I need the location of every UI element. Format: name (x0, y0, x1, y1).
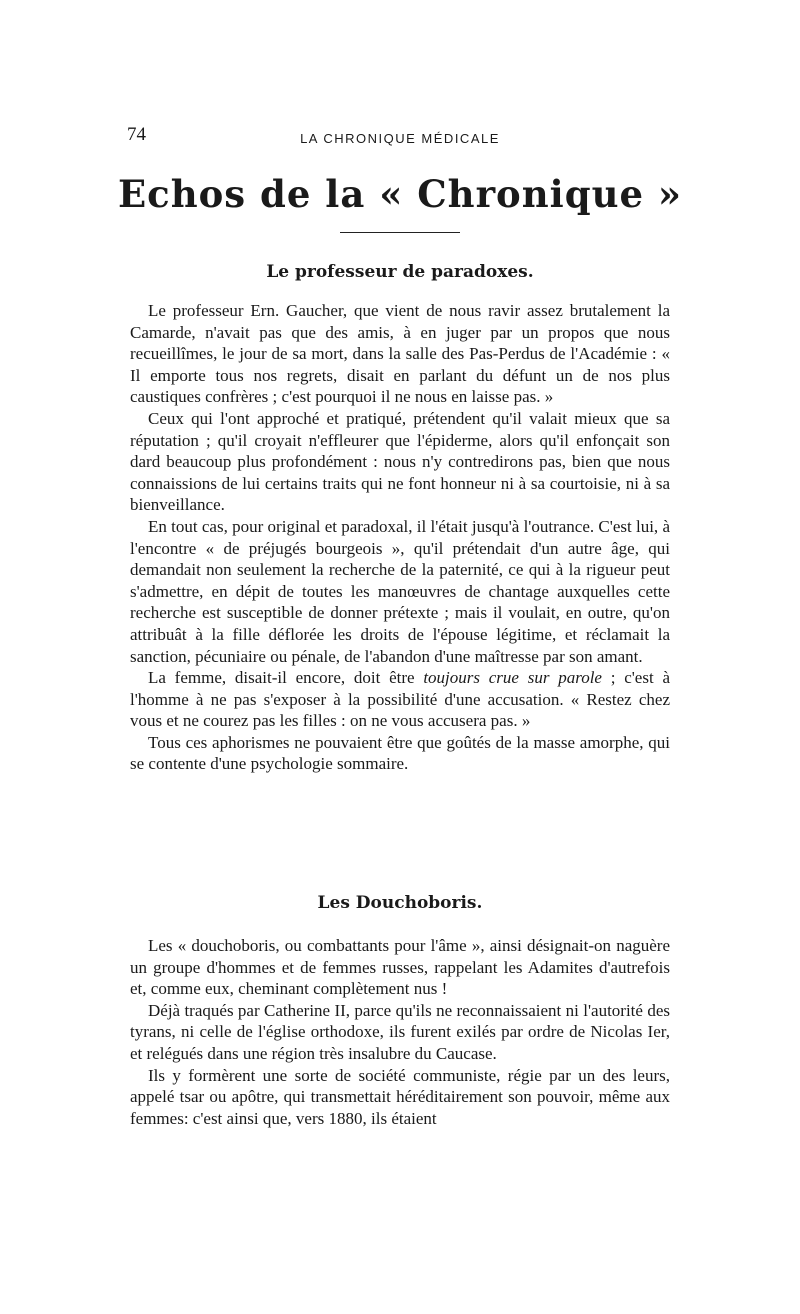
title-divider (340, 232, 460, 233)
page-number: 74 (127, 124, 146, 145)
section-title: Echos de la « Chronique » (117, 172, 683, 216)
paragraph-text: Déjà traqués par Catherine II, parce qu'ils ne reconnaissaient ni l'autorité des tyrans, ni celle de l'église orthodoxe, ils furent exilés par ordre de Nicolas Ier, et relégués dans une région très insalubre du Caucase. (130, 1000, 670, 1063)
article-body (130, 300, 670, 775)
paragraph (130, 1065, 670, 1130)
paragraph (130, 300, 670, 408)
paragraph-text: En tout cas, pour original et paradoxal, il l'était jusqu'à l'outrance. C'est lui, à l'encontre « de préjugés bourgeois », qu'il prétendait d'un autre âge, qui demandait non seulement la recherche de la paternité, ce qui à la rigueur peut s'admettre, en dépit de toutes les manœuvres de chantage auxquelles cette recherche est susceptible de donner prétexte ; mais il voulait, en outre, qu'on attribuât à la fille déflorée les droits de l'épouse légitime, et réclamait la sanction, pécuniaire ou pénale, de l'abandon d'une maîtresse par son amant. (130, 516, 670, 666)
paragraph-text: Les « douchoboris, ou combattants pour l'âme », ainsi désignait-on naguère un groupe d'hommes et de femmes russes, rappelant les Adamites d'autrefois et, comme eux, cheminant complètement nus ! (130, 936, 670, 999)
paragraph (130, 408, 670, 516)
paragraph-text: Tous ces aphorismes ne pouvaient être que goûtés de la masse amorphe, qui se contente d'une psychologie sommaire. (130, 732, 670, 774)
paragraph-text: ; c'est à l'homme à ne pas s'exposer à la possibilité d'une accusation. « Restez chez vous et ne courez pas les filles : on ne vous accusera pas. » (130, 668, 670, 731)
italic-phrase: toujours crue sur parole (423, 668, 602, 688)
paragraph-text: Ils y formèrent une sorte de société communiste, régie par un des leurs, appelé tsar ou apôtre, qui transmettait héréditairement son pouvoir, même aux femmes: c'est ainsi que, vers 1880, ils étaient (130, 1065, 670, 1128)
paragraph-text: Ceux qui l'ont approché et pratiqué, prétendent qu'il valait mieux que sa réputation ; qu'il croyait n'effleurer que l'épiderme, alors qu'il enfonçait son dard beaucoup plus profondément : nous n'y contredirons pas, bien que nous connaissions de lui certains traits qui ne font honneur ni à sa courtoisie, ni à sa bienveillance. (130, 408, 670, 515)
paragraph (130, 732, 670, 775)
article-heading: Les Douchoboris. (317, 893, 483, 913)
paragraph (130, 516, 670, 667)
paragraph-text: La femme, disait-il encore, doit être (148, 668, 424, 688)
article-heading: Le professeur de paradoxes. (266, 262, 534, 282)
paragraph-text: Le professeur Ern. Gaucher, que vient de nous ravir assez brutalement la Camarde, n'avait pas que des amis, à en juger par un propos que nous recueillîmes, le jour de sa mort, dans la salle des Pas-Perdus de l'Académie : « Il emporte tous nos regrets, disait en parlant du défunt un de nos plus caustiques confrères ; c'est pourquoi il ne nous en laisse pas. » (130, 301, 670, 407)
paragraph (130, 667, 670, 732)
paragraph (130, 935, 670, 1000)
running-head: LA CHRONIQUE MÉDICALE (300, 131, 500, 146)
article-body (130, 935, 670, 1129)
paragraph (130, 1000, 670, 1065)
